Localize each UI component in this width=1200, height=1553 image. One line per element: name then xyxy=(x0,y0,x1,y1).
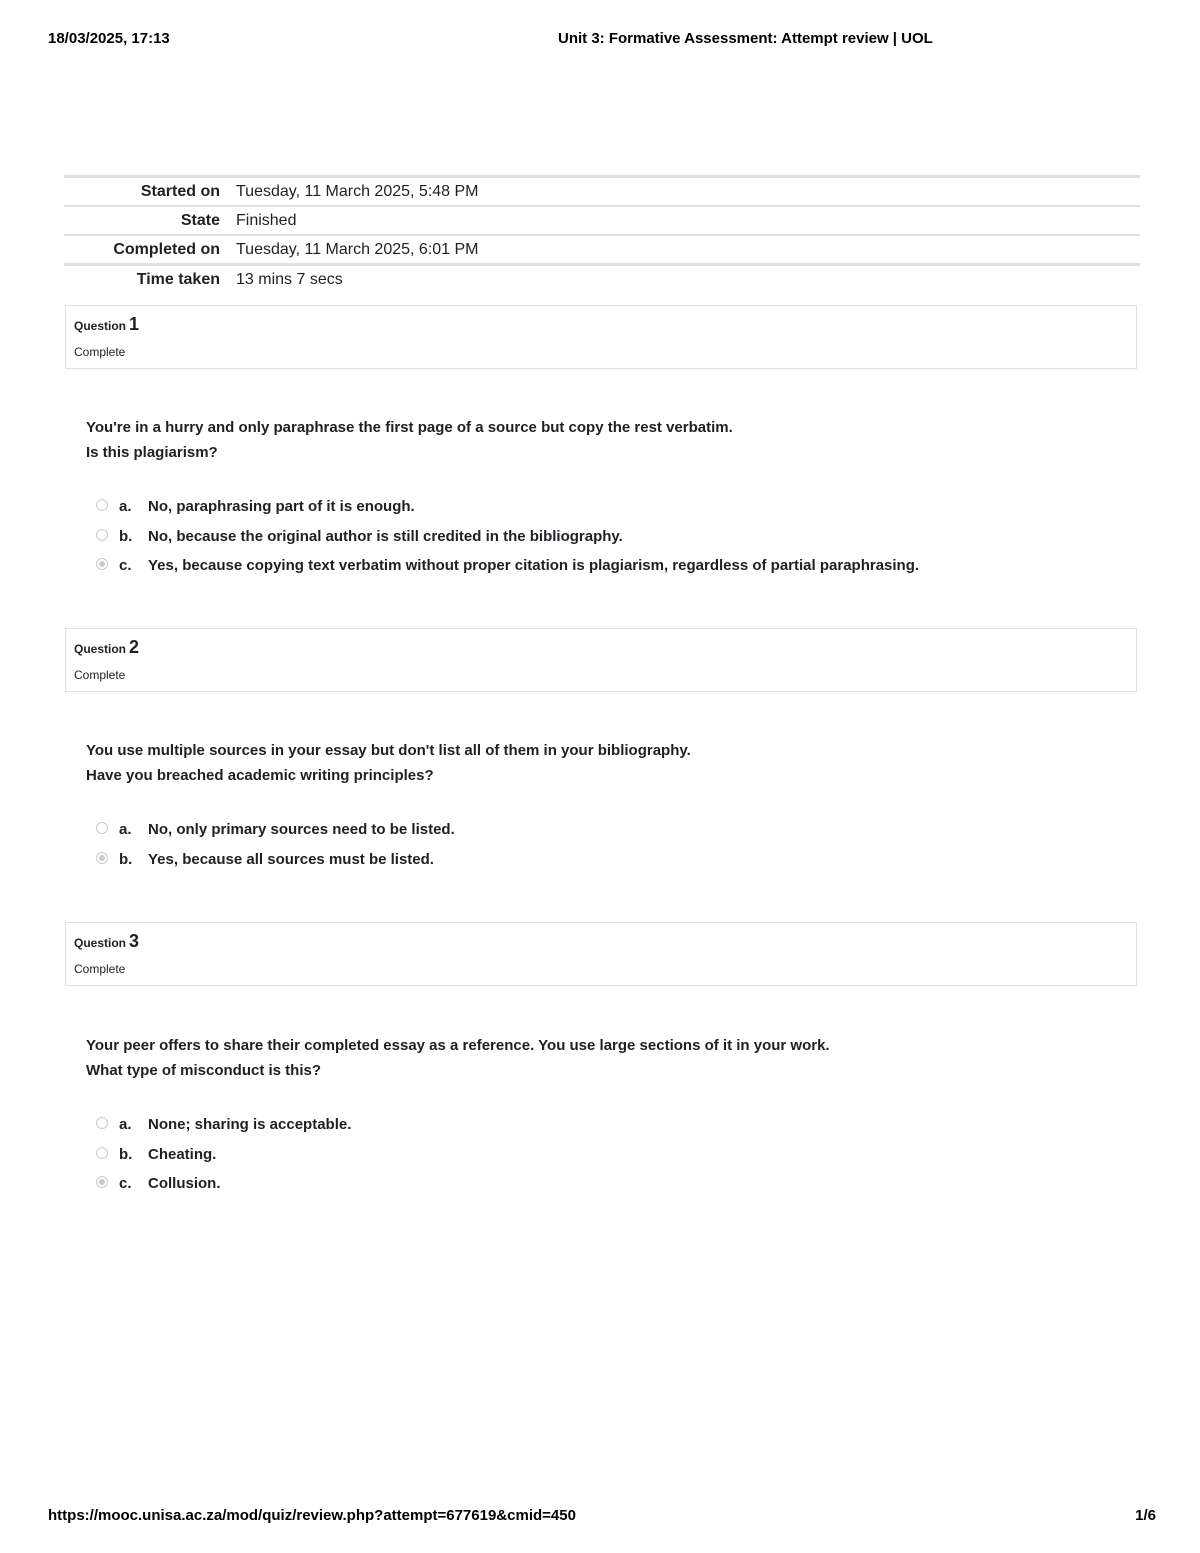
question-label: Question xyxy=(74,936,127,950)
summary-label: Completed on xyxy=(113,240,220,258)
question-info-3 xyxy=(65,922,1137,986)
question-info-2 xyxy=(65,628,1137,692)
question-number xyxy=(74,637,139,658)
summary-row-started xyxy=(64,177,1140,207)
radio-button-selected[interactable] xyxy=(96,558,108,570)
summary-value: Tuesday, 11 March 2025, 6:01 PM xyxy=(236,240,479,258)
attempt-summary-table xyxy=(64,175,1140,293)
option-text: None; sharing is acceptable. xyxy=(148,1116,352,1133)
question-number-value: 2 xyxy=(129,637,140,657)
radio-button-selected[interactable] xyxy=(96,1176,108,1188)
answer-option[interactable] xyxy=(96,557,1116,587)
option-text: No, because the original author is still credited in the bibliography. xyxy=(148,527,623,545)
radio-button-selected[interactable] xyxy=(96,852,108,864)
question-number xyxy=(74,314,139,335)
answer-option[interactable] xyxy=(96,851,1116,881)
option-letter: a. xyxy=(119,821,132,838)
page-number: 1/6 xyxy=(1135,1507,1156,1524)
summary-row-completed xyxy=(64,235,1140,265)
summary-label: State xyxy=(180,211,220,229)
question-state: Complete xyxy=(74,345,126,359)
answer-option[interactable] xyxy=(96,528,1116,558)
option-text: Yes, because copying text verbatim without proper citation is plagiarism, regardless of partial paraphrasing. xyxy=(148,557,920,574)
question-label: Question xyxy=(74,642,127,656)
print-datetime: 18/03/2025, 17:13 xyxy=(48,30,170,47)
question-prompt-line: What type of misconduct is this? xyxy=(86,1062,322,1079)
option-text: No, only primary sources need to be listed. xyxy=(148,821,455,838)
summary-value: Tuesday, 11 March 2025, 5:48 PM xyxy=(236,182,479,200)
answer-option[interactable] xyxy=(96,1175,1116,1205)
print-header xyxy=(48,30,1152,50)
answer-options-3 xyxy=(96,1116,1116,1205)
option-text: Yes, because all sources must be listed. xyxy=(148,850,434,868)
question-text-2 xyxy=(86,738,1086,788)
answer-option[interactable] xyxy=(96,1146,1116,1176)
question-number-value: 1 xyxy=(129,314,140,334)
summary-label: Started on xyxy=(140,182,220,200)
option-letter: b. xyxy=(119,1145,133,1163)
answer-options-2 xyxy=(96,821,1116,880)
radio-button[interactable] xyxy=(96,529,108,541)
summary-value: 13 mins 7 secs xyxy=(236,270,343,288)
summary-row-state xyxy=(64,206,1140,235)
radio-button[interactable] xyxy=(96,822,108,834)
question-text-1 xyxy=(86,415,1086,465)
radio-button[interactable] xyxy=(96,1117,108,1129)
question-label: Question xyxy=(74,319,127,333)
summary-label: Time taken xyxy=(136,270,220,288)
option-letter: a. xyxy=(119,498,132,515)
summary-row-time-taken xyxy=(64,265,1140,294)
option-letter: b. xyxy=(119,527,133,545)
question-text-line: You're in a hurry and only paraphrase the first page of a source but copy the rest verbatim. xyxy=(86,419,733,436)
option-text: Cheating. xyxy=(148,1145,217,1163)
question-text-3 xyxy=(86,1033,1086,1083)
question-text-line: You use multiple sources in your essay but don't list all of them in your bibliography. xyxy=(86,742,691,759)
print-page-title: Unit 3: Formative Assessment: Attempt review | UOL xyxy=(558,30,933,47)
option-letter: b. xyxy=(119,850,133,868)
question-state: Complete xyxy=(74,962,126,976)
option-letter: c. xyxy=(119,1175,132,1192)
option-text: Collusion. xyxy=(148,1175,221,1192)
question-number-value: 3 xyxy=(129,931,140,951)
question-prompt-line: Is this plagiarism? xyxy=(86,444,218,461)
answer-option[interactable] xyxy=(96,498,1116,528)
print-url: https://mooc.unisa.ac.za/mod/quiz/review.php?attempt=677619&cmid=450 xyxy=(48,1507,576,1524)
radio-button[interactable] xyxy=(96,499,108,511)
answer-option[interactable] xyxy=(96,821,1116,851)
option-letter: a. xyxy=(119,1116,132,1133)
radio-button[interactable] xyxy=(96,1147,108,1159)
question-number xyxy=(74,931,139,952)
answer-option[interactable] xyxy=(96,1116,1116,1146)
question-state: Complete xyxy=(74,668,126,682)
question-info-1 xyxy=(65,305,1137,369)
answer-options-1 xyxy=(96,498,1116,587)
print-footer xyxy=(48,1507,1156,1527)
option-text: No, paraphrasing part of it is enough. xyxy=(148,498,415,515)
question-prompt-line: Have you breached academic writing principles? xyxy=(86,767,434,784)
question-text-line: Your peer offers to share their completed essay as a reference. You use large sections of it in your work. xyxy=(86,1037,830,1054)
summary-value: Finished xyxy=(236,211,297,229)
option-letter: c. xyxy=(119,557,132,574)
